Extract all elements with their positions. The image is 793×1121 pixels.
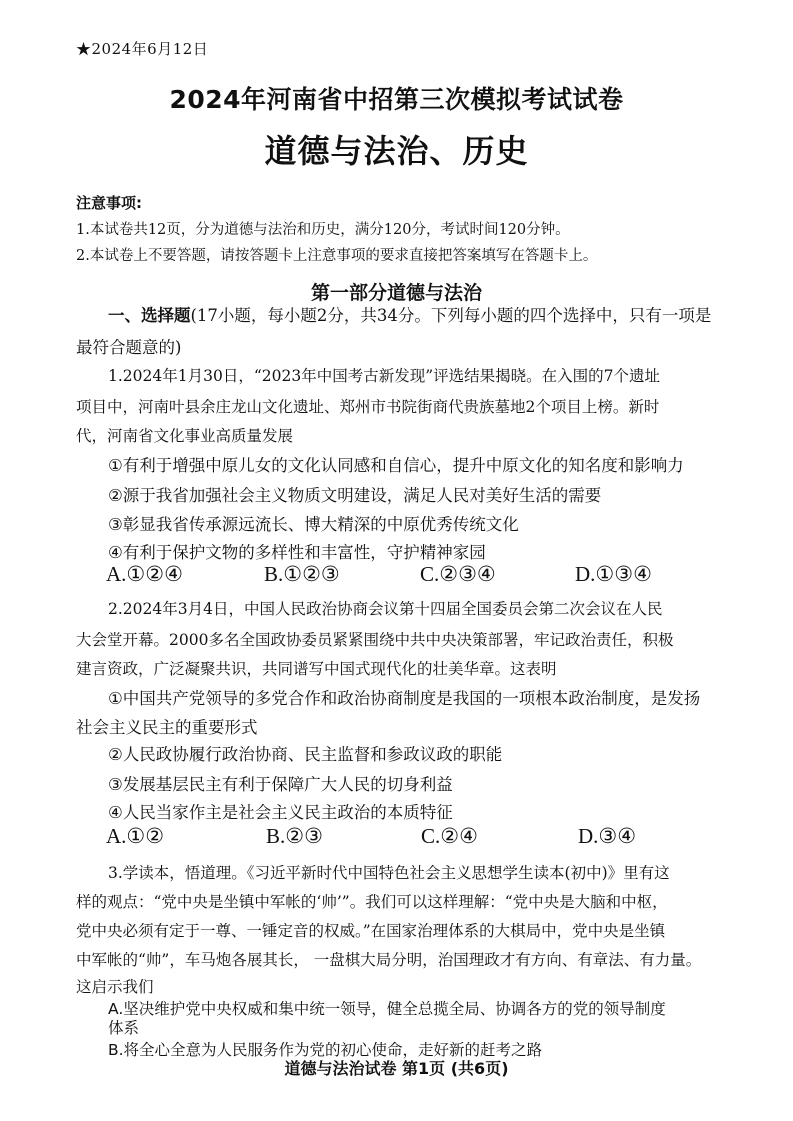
q1-option-2: ②源于我省加强社会主义物质文明建设，满足人民对美好生活的需要 <box>108 486 602 505</box>
q3-stem-4: 中军帐的“帅”，车马炮各展其长， 一盘棋大局分明，治国理政才有方向、有章法、有力量。 <box>76 951 702 969</box>
q3-stem-1: 3.学读本，悟道理。《习近平新时代中国特色社会主义思想学生读本(初中)》里有这 <box>108 864 670 882</box>
q2-stem-2: 大会堂开幕。2000多名全国政协委员紧紧围绕中共中央决策部署，牢记政治责任，积极 <box>76 631 674 649</box>
q1-stem-3: 代，河南省文化事业高质量发展 <box>76 427 294 445</box>
q2-option-1-cont: 社会主义民主的重要形式 <box>76 718 258 737</box>
q3-stem-5: 这启示我们 <box>76 978 154 996</box>
q2-option-3: ③发展基层民主有利于保障广大人民的切身利益 <box>108 775 453 794</box>
q2-stem-3: 建言资政，广泛凝聚共识，共同谱写中国式现代化的壮美华章。这表明 <box>76 660 557 678</box>
q3-stem-3: 党中央必须有定于一尊、一锤定音的权威。”在国家治理体系的大棋局中，党中央是坐镇 <box>76 922 666 940</box>
page-footer: 道德与法治试卷 第1页 (共6页) <box>284 1059 509 1078</box>
q2-choice-c: C.②④ <box>421 824 478 848</box>
q2-choice-b: B.②③ <box>266 824 323 848</box>
notice-item-1: 1.本试卷共12页，分为道德与法治和历史，满分120分，考试时间120分钟。 <box>76 222 570 238</box>
q1-stem-1: 1.2024年1月30日，“2023年中国考古新发现”评选结果揭晓。在入围的7个遗址 <box>108 367 660 385</box>
q1-option-3: ③彰显我省传承源远流长、博大精深的中原优秀传统文化 <box>108 515 519 534</box>
exam-date: ★2024年6月12日 <box>76 40 209 58</box>
section-label: 一、选择题 <box>108 306 191 325</box>
q2-option-2: ②人民政协履行政治协商、民主监督和参政议政的职能 <box>108 745 503 764</box>
q2-choice-d: D.③④ <box>578 824 637 848</box>
q1-option-1: ①有利于增强中原儿女的文化认同感和自信心，提升中原文化的知名度和影响力 <box>108 456 684 475</box>
notice-heading: 注意事项: <box>76 194 142 212</box>
exam-subject: 道德与法治、历史 <box>264 132 529 170</box>
q2-choice-a: A.①② <box>106 824 165 848</box>
exam-title: 2024年河南省中招第三次模拟考试试卷 <box>169 85 624 114</box>
q3-option-b: B.将全心全意为人民服务作为党的初心使命，走好新的赶考之路 <box>108 1041 543 1059</box>
q3-option-a: A.坚决维护党中央权威和集中统一领导，健全总揽全局、协调各方的党的领导制度 <box>108 1000 666 1018</box>
q3-stem-2: 样的观点：“党中央是坐镇中军帐的‘帅’”。我们可以这样理解：“党中央是大脑和中枢， <box>76 893 668 911</box>
q1-choice-b: B.①②③ <box>264 562 340 586</box>
q1-stem-2: 项目中，河南叶县余庄龙山文化遗址、郑州市书院街商代贵族墓地2个项目上榜。新时 <box>76 398 660 416</box>
q3-option-a-cont: 体系 <box>108 1019 140 1037</box>
section-desc: (17小题，每小题2分，共34分。下列每小题的四个选择中，只有一项是 <box>190 306 712 325</box>
part-title: 第一部分道德与法治 <box>310 282 482 304</box>
q1-choice-c: C.②③④ <box>420 562 496 586</box>
q1-choice-a: A.①②④ <box>106 562 183 586</box>
section-header <box>108 302 711 326</box>
notice-item-2: 2.本试卷上不要答题，请按答题卡上注意事项的要求直接把答案填写在答题卡上。 <box>76 248 598 264</box>
q2-option-1: ①中国共产党领导的多党合作和政治协商制度是我国的一项根本政治制度，是发扬 <box>108 689 701 708</box>
q1-option-4: ④有利于保护文物的多样性和丰富性，守护精神家园 <box>108 543 486 562</box>
section-desc-cont: 最符合题意的) <box>76 338 182 357</box>
q2-option-4: ④人民当家作主是社会主义民主政治的本质特征 <box>108 803 453 822</box>
q1-choice-d: D.①③④ <box>575 562 652 586</box>
q2-stem-1: 2.2024年3月4日，中国人民政治协商会议第十四届全国委员会第二次会议在人民 <box>108 600 663 618</box>
